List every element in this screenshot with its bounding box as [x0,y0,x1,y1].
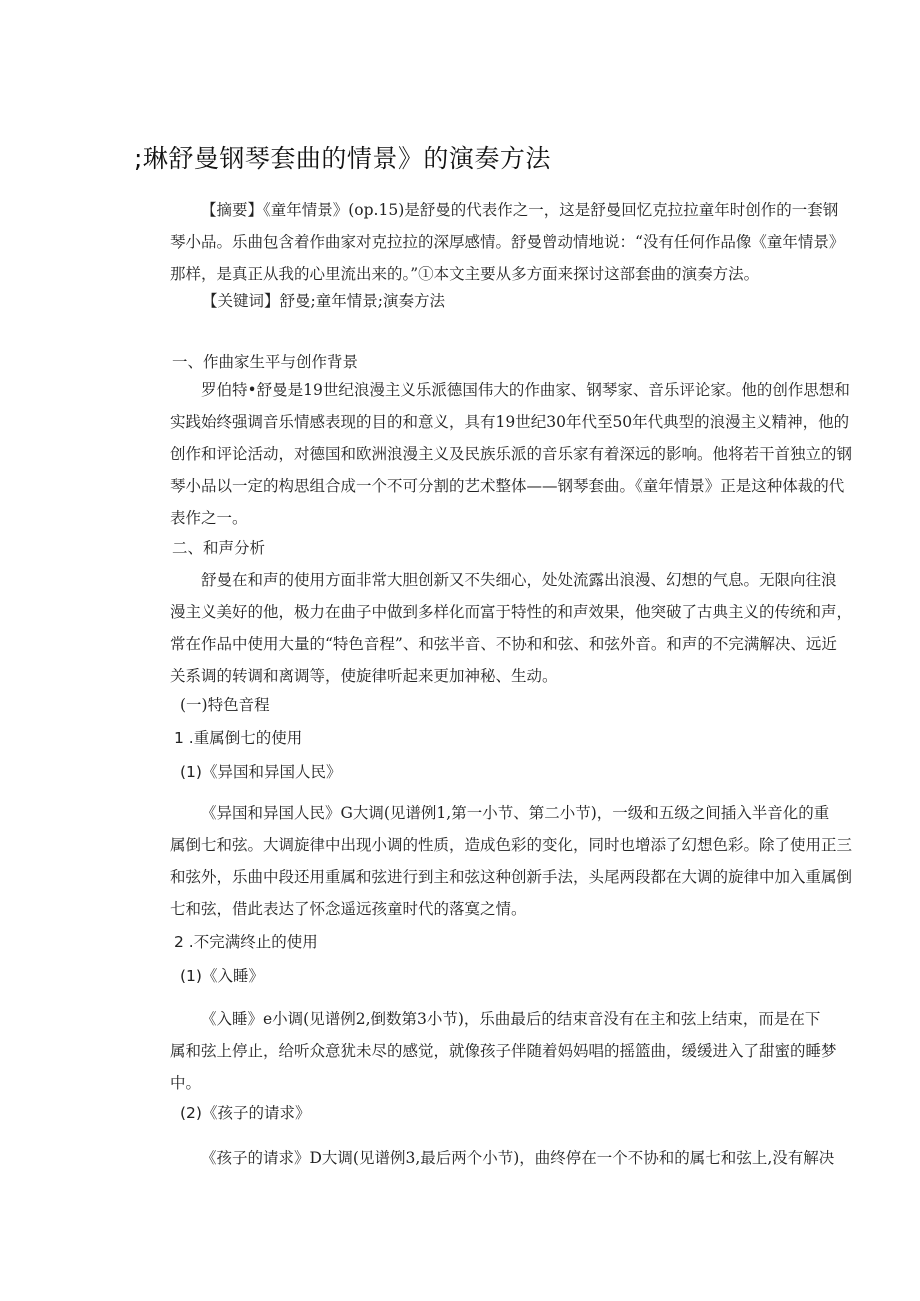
subsection-heading: (一)特色音程 [180,696,270,714]
paragraph-line: 《孩子的请求》D大调(见谱例3,最后两个小节)，曲终停在一个不协和的属七和弦上,没有解决 [201,1149,835,1167]
paragraph-line: 琴小品以一定的构思组合成一个不可分割的艺术整体——钢琴套曲。《童年情景》正是这种体裁的代 [170,477,845,495]
paragraph-line: 舒曼在和声的使用方面非常大胆创新又不失细心，处处流露出浪漫、幻想的气息。无限向往浪 [201,571,837,589]
section-heading-2: 二、和声分析 [172,539,266,557]
section-heading-1: 一、作曲家生平与创作背景 [172,353,359,371]
item2b-paragraph [170,1142,835,1174]
paragraph-line: 实践始终强调音乐情感表现的目的和意义，具有19世纪30年代至50年代典型的浪漫主义精神，他的 [170,413,850,431]
paragraph-line: 创作和评论活动，对德国和欧洲浪漫主义及民族乐派的音乐家有着深远的影响。他将若干首独立的钢 [170,445,853,463]
paragraph-line: 漫主义美好的他，极力在曲子中做到多样化而富于特性的和声效果，他突破了古典主义的传统和声， [170,603,853,621]
section1-paragraph [170,374,853,534]
paragraph-line: 《入睡》e小调(见谱例2,倒数第3小节)，乐曲最后的结束音没有在主和弦上结束，而是在下 [201,1010,821,1028]
paragraph-line: 中。 [170,1074,202,1092]
item-heading-2: 2 .不完满终止的使用 [174,933,318,951]
item-heading-2a: (1)《入睡》 [180,967,264,985]
paragraph-line: 七和弦，借此表达了怀念遥远孩童时代的落寞之情。 [170,900,527,918]
paragraph-line: 罗伯特•舒曼是19世纪浪漫主义乐派德国伟大的作曲家、钢琴家、音乐评论家。他的创作思想和 [201,381,850,399]
paragraph-line: 常在作品中使用大量的“特色音程”、和弦半音、不协和和弦、和弦外音。和声的不完满解决、远近 [170,635,837,653]
item-heading-1a: (1)《异国和异国人民》 [180,763,342,781]
paragraph-line: 表作之一。 [170,509,248,527]
paragraph-line: 关系调的转调和离调等，使旋律听起来更加神秘、生动。 [170,667,558,685]
abstract-line: 【摘要】《童年情景》(op.15)是舒曼的代表作之一，这是舒曼回忆克拉拉童年时创作的一套钢 [201,201,839,219]
item-heading-1: 1 .重属倒七的使用 [174,729,303,747]
abstract-line: 那样，是真正从我的心里流出来的。”①本文主要从多方面来探讨这部套曲的演奏方法。 [170,265,760,283]
item-heading-2b: (2)《孩子的请求》 [180,1104,311,1122]
keywords: 【关键词】舒曼;童年情景;演奏方法 [202,292,445,310]
abstract-line: 琴小品。乐曲包含着作曲家对克拉拉的深厚感情。舒曼曾动情地说：“没有任何作品像《童年情景》 [170,233,845,251]
abstract-paragraph [170,194,845,290]
section2-paragraph [170,564,853,692]
item2a-paragraph [170,1003,837,1099]
paragraph-line: 《异国和异国人民》G大调(见谱例1,第一小节、第二小节)，一级和五级之间插入半音化的重 [201,804,830,822]
paragraph-line: 属倒七和弦。大调旋律中出现小调的性质，造成色彩的变化，同时也增添了幻想色彩。除了使用正三 [170,836,853,854]
item1a-paragraph [170,797,853,925]
paragraph-line: 和弦外，乐曲中段还用重属和弦进行到主和弦这种创新手法，头尾两段都在大调的旋律中加入重属倒 [170,868,853,886]
paragraph-line: 属和弦上停止，给听众意犹未尽的感觉，就像孩子伴随着妈妈唱的摇篮曲，缓缓进入了甜蜜的睡梦 [170,1042,837,1060]
document-title: ;琳舒曼钢琴套曲的情景》的演奏方法 [134,144,551,173]
